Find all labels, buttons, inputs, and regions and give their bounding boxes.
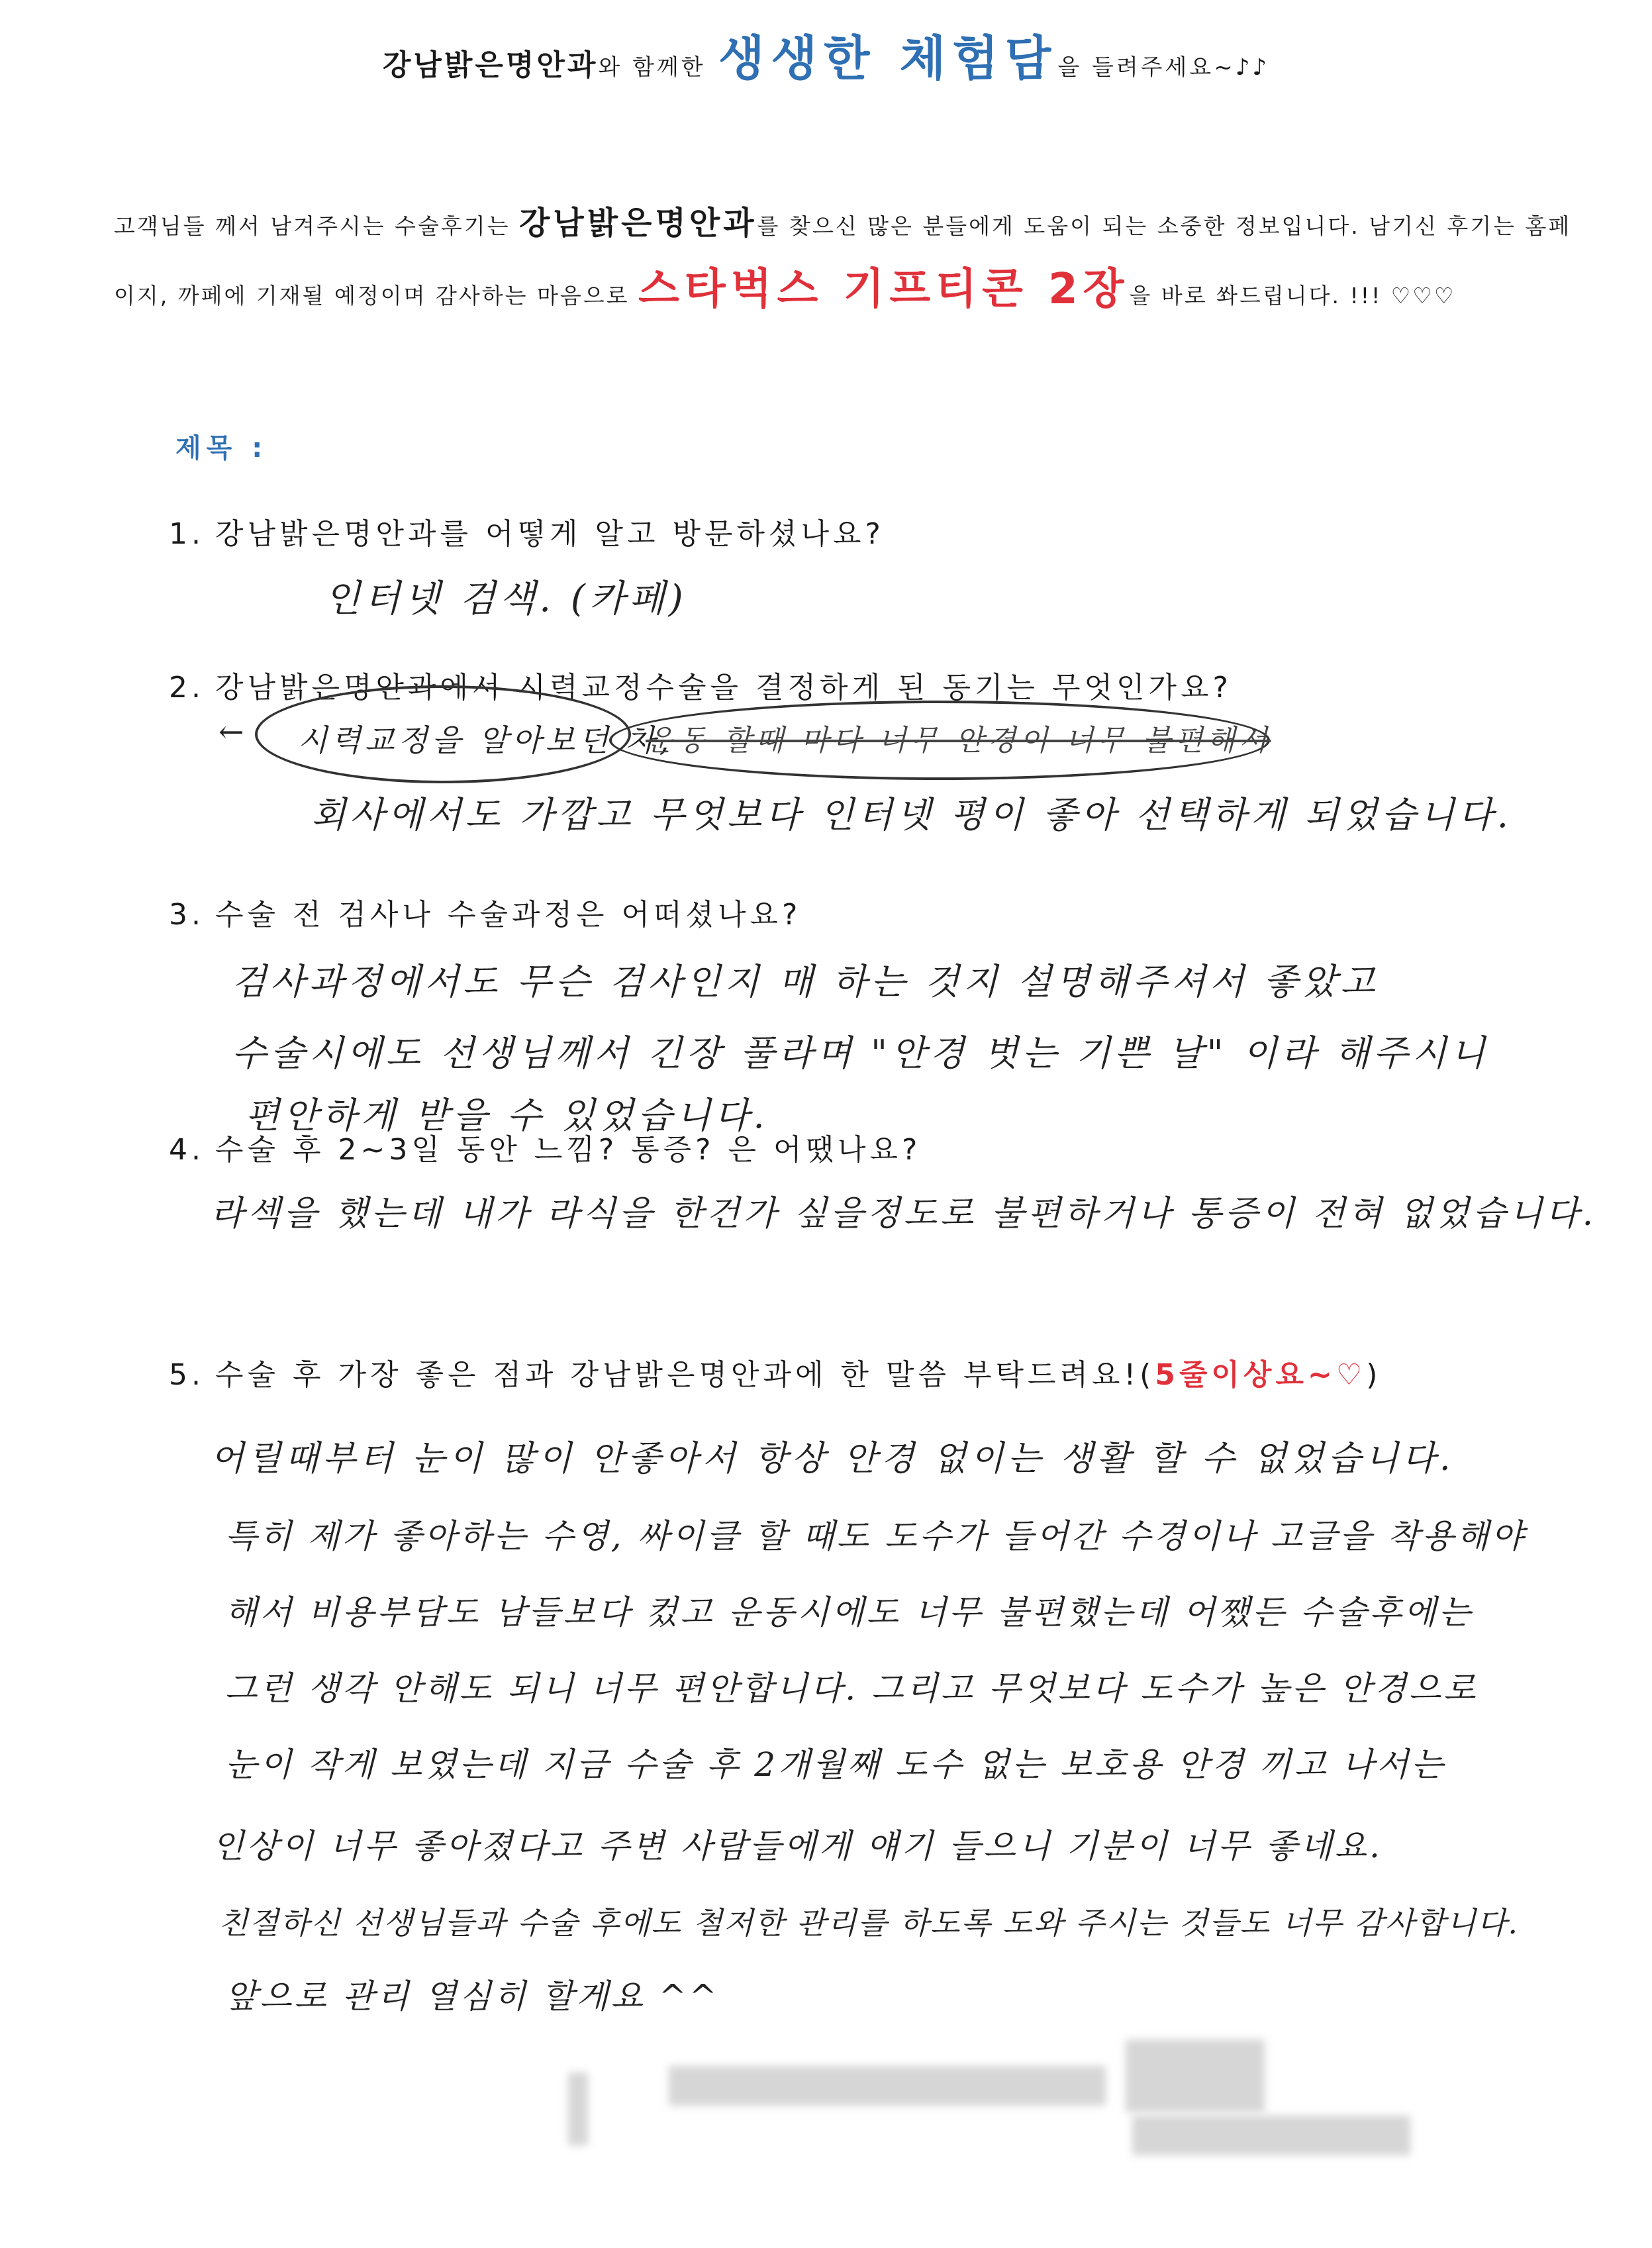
header-tail: 을 들려주세요~♪♪ [1057,54,1270,81]
question-5 [169,1351,1381,1393]
answer-2-line-1: 시력교정을 알아보던 차, [298,722,673,758]
answer-1: 인터넷 검색. (카페) [324,577,687,620]
question-number: 2. [169,671,205,705]
question-text: ) [1366,1358,1382,1392]
arrow-mark: ← [219,714,248,750]
question-3 [169,891,801,933]
title-label: 제목 : [175,433,268,464]
intro-text: 를 찾으신 많은 분들에게 도움이 되는 소중한 정보입니다. 남기신 후기는 홈페 [757,213,1572,239]
question-number: 3. [169,898,205,932]
intro-text: 고객님들 께서 남겨주시는 수술후기는 [114,213,510,239]
question-text: 수술 후 2~3일 동안 느낌? 통증? 은 어땠나요? [215,1133,922,1167]
answer-3-line-3: 편안하게 받을 수 있었습니다. [245,1095,769,1136]
intro-gift-highlight: 스타벅스 기프티콘 2장 [638,265,1130,314]
answer-5-line-4: 그런 생각 안해도 되니 너무 편안합니다. 그리고 무엇보다 도수가 높은 안경으로 [225,1669,1479,1708]
question-4 [169,1126,921,1168]
intro-text: 을 바로 쏴드립니다. !!! ♡♡♡ [1129,283,1456,309]
answer-5-line-2: 특히 제가 좋아하는 수영, 싸이클 할 때도 도수가 들어간 수경이나 고글을 착용해야 [225,1517,1526,1555]
question-text: 강남밝은명안과에서 시력교정수술을 결정하게 된 동기는 무엇인가요? [215,671,1232,705]
question-number: 4. [169,1133,205,1167]
intro-text: 이지, 까페에 기재될 예정이며 감사하는 마음으로 [114,283,630,309]
question-text: 수술 전 검사나 수술과정은 어떠셨나요? [215,898,802,932]
answer-3-line-2: 수술시에도 선생님께서 긴장 풀라며 "안경 벗는 기쁜 날" 이라 해주시니 [232,1032,1489,1074]
answer-2-line-2: 회사에서도 가깝고 무엇보다 인터넷 평이 좋아 선택하게 되었습니다. [311,794,1512,836]
question-text: 강남밝은명안과를 어떻게 알고 방문하셨나요? [215,517,885,551]
answer-3-line-1: 검사과정에서도 무슨 검사인지 매 하는 것지 설명해주셔서 좋았고 [232,961,1379,1002]
question-5-note: 5줄이상요~♡ [1155,1358,1367,1392]
answer-5-line-7: 친절하신 선생님들과 수술 후에도 철저한 관리를 하도록 도와 주시는 것들도 너무 감사합니다. [219,1905,1520,1941]
answer-5-line-3: 해서 비용부담도 남들보다 컸고 운동시에도 너무 불편했는데 어쨌든 수술후에는 [225,1593,1474,1632]
intro-line-2 [114,255,1455,316]
intro-line-1 [114,197,1571,243]
answer-5-line-1: 어릴때부터 눈이 많이 안좋아서 항상 안경 없이는 생활 할 수 없었습니다. [211,1439,1455,1479]
question-number: 5. [169,1358,205,1392]
question-1 [169,510,885,552]
answer-5-line-5: 눈이 작게 보였는데 지금 수술 후 2개월째 도수 없는 보호용 안경 끼고 나서는 [225,1745,1446,1784]
question-text: 수술 후 가장 좋은 점과 강남밝은명안과에 한 말씀 부탁드려요!( [215,1358,1155,1392]
answer-5-line-8: 앞으로 관리 열심히 할게요 ^^ [225,1977,720,2016]
answer-4: 라섹을 했는데 내가 라식을 한건가 싶을정도로 불편하거나 통증이 전혀 없었습니다. [211,1194,1597,1234]
question-number: 1. [169,517,205,551]
answer-2-struck: 운동 할때 마다 너무 안경이 너무 불편해서 [646,724,1271,757]
answer-5-line-6: 인상이 너무 좋아졌다고 주변 사람들에게 얘기 들으니 기분이 너무 좋네요. [212,1827,1383,1865]
intro-clinic-name: 강남밝은명안과 [519,205,757,242]
form-header [0,20,1652,89]
header-clinic-name: 강남밝은명안과 [382,48,599,82]
header-connector: 와 함께한 [598,54,706,81]
header-highlight: 생생한 체험담 [718,30,1058,86]
